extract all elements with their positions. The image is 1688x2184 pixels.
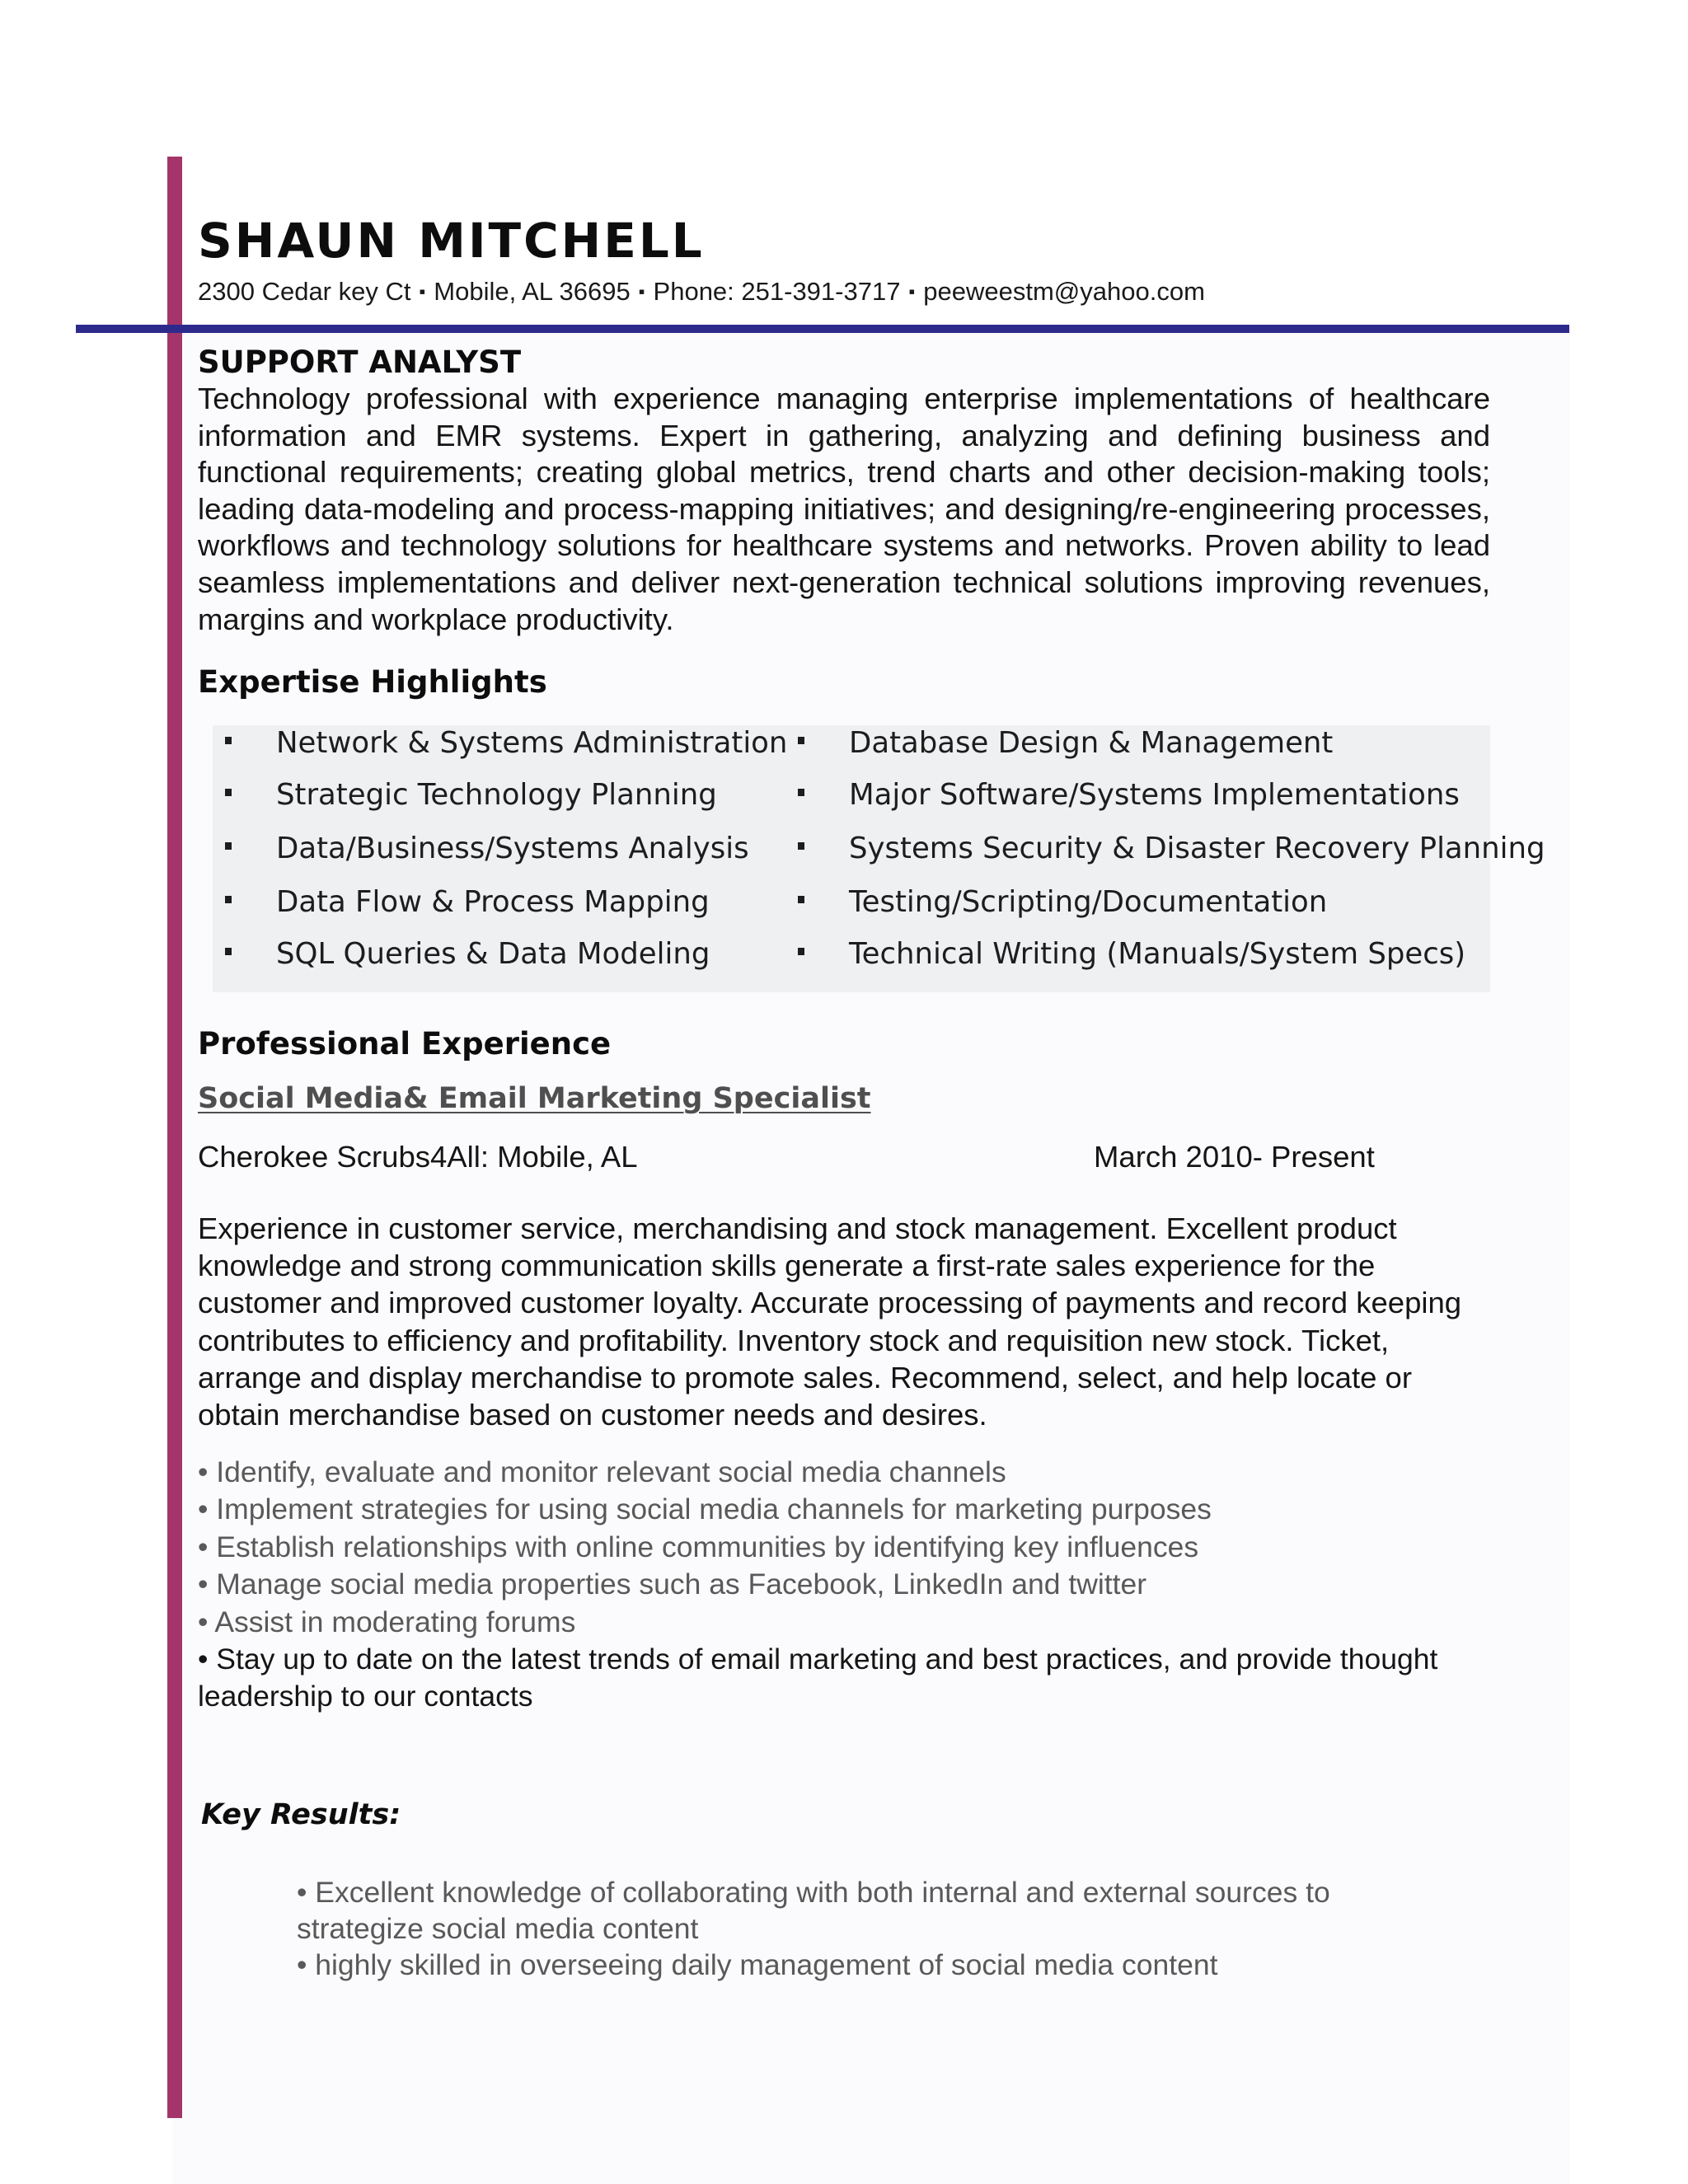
header-divider xyxy=(76,325,1569,333)
separator-icon: ▪ xyxy=(908,281,916,302)
square-bullet-icon xyxy=(798,789,804,796)
square-bullet-icon xyxy=(798,842,804,850)
experience-heading: Professional Experience xyxy=(198,1026,612,1062)
contact-line xyxy=(198,277,1205,307)
contact-city: Mobile, AL 36695 xyxy=(434,277,631,306)
skill-item: SQL Queries & Data Modeling xyxy=(276,937,710,971)
accent-bar xyxy=(167,157,182,2118)
list-item: • Implement strategies for using social media channels for marketing purposes xyxy=(198,1493,1212,1526)
list-item: • highly skilled in overseeing daily management of social media content xyxy=(297,1948,1218,1981)
duties-list xyxy=(198,1454,1467,1716)
candidate-name: SHAUN MITCHELL xyxy=(198,213,705,269)
contact-email: peeweestm@yahoo.com xyxy=(923,277,1205,306)
square-bullet-icon xyxy=(225,842,232,850)
list-item: • Identify, evaluate and monitor relevant social media channels xyxy=(198,1455,1006,1488)
square-bullet-icon xyxy=(798,948,804,955)
contact-address: 2300 Cedar key Ct xyxy=(198,277,411,306)
list-item: • Excellent knowledge of collaborating with both internal and external sources to strategize social media content xyxy=(297,1876,1330,1945)
square-bullet-icon xyxy=(225,789,232,796)
employment-dates: March 2010- Present xyxy=(1094,1140,1375,1174)
contact-phone: Phone: 251-391-3717 xyxy=(653,277,901,306)
job-description: Experience in customer service, merchandising and stock management. Excellent product knowledge and strong communication skills generate a first-rate sales experience for the customer and improved customer loyalty. Accurate processing of payments and record keeping contributes to efficiency and profitability. Inventory stock and requisition new stock. Ticket, arrange and display merchandise to promote sales. Recommend, select, and help locate or obtain merchandise based on customer needs and desires. xyxy=(198,1212,1462,1432)
square-bullet-icon xyxy=(225,737,232,744)
list-item: • Manage social media properties such as Facebook, LinkedIn and twitter xyxy=(198,1568,1147,1601)
key-results-heading: Key Results: xyxy=(201,1798,401,1831)
list-item: • Establish relationships with online communities by identifying key influences xyxy=(198,1530,1199,1563)
skill-item: Data Flow & Process Mapping xyxy=(276,885,710,919)
expertise-heading: Expertise Highlights xyxy=(198,664,547,700)
square-bullet-icon xyxy=(225,896,232,903)
skill-item: Database Design & Management xyxy=(849,726,1333,760)
separator-icon: ▪ xyxy=(419,281,426,302)
square-bullet-icon xyxy=(225,948,232,955)
employer: Cherokee Scrubs4All: Mobile, AL xyxy=(198,1140,638,1174)
job-title: Social Media& Email Marketing Specialist xyxy=(198,1082,871,1115)
role-title: SUPPORT ANALYST xyxy=(198,344,522,380)
separator-icon: ▪ xyxy=(638,281,645,302)
skill-item: Data/Business/Systems Analysis xyxy=(276,832,749,865)
skill-item: Strategic Technology Planning xyxy=(276,778,717,812)
square-bullet-icon xyxy=(798,737,804,744)
skill-item: Testing/Scripting/Documentation xyxy=(849,885,1327,919)
skill-item: Major Software/Systems Implementations xyxy=(849,778,1460,812)
square-bullet-icon xyxy=(798,896,804,903)
list-item: • Assist in moderating forums xyxy=(198,1605,576,1638)
summary-paragraph: Technology professional with experience managing enterprise implementations of healthcare information and EMR systems. Expert in gathering, analyzing and defining business and functional requirements; creating global metrics, trend charts and other decision-making tools; leading data-modeling and process-mapping initiatives; and designing/re-engineering processes, workflows and technology solutions for healthcare systems and networks. Proven ability to lead seamless implementations and deliver next-generation technical solutions improving revenues, margins and workplace productivity. xyxy=(198,382,1490,636)
list-item: • Stay up to date on the latest trends of email marketing and best practices, and provide thought leadership to our contacts xyxy=(198,1643,1438,1713)
skill-item: Network & Systems Administration xyxy=(276,726,787,760)
skill-item: Technical Writing (Manuals/System Specs) xyxy=(849,937,1465,971)
key-results-list xyxy=(297,1874,1401,1983)
skill-item: Systems Security & Disaster Recovery Planning xyxy=(849,832,1545,865)
